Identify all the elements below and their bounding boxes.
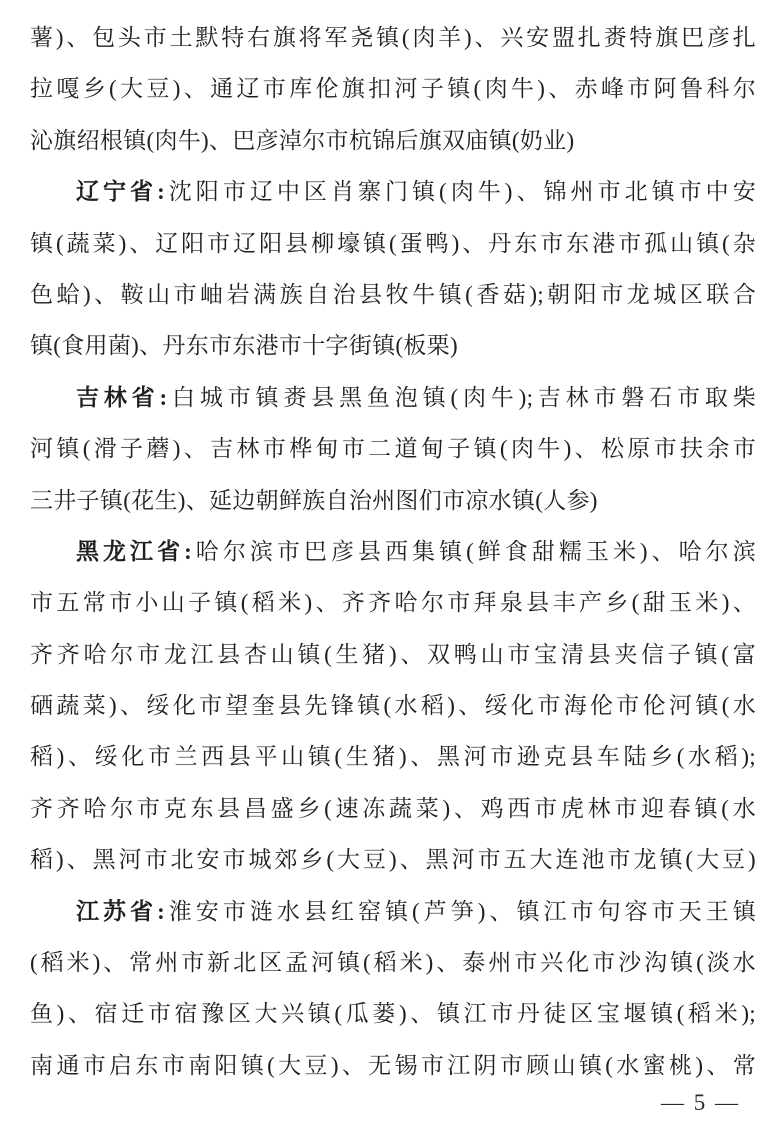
line-text: 淮安市涟水县红窑镇(芦笋)、镇江市句容市天王镇 <box>165 898 757 924</box>
text-line <box>30 423 756 474</box>
line-text: 薯)、包头市土默特右旗将军尧镇(肉羊)、兴安盟扎赉特旗巴彦扎 <box>30 25 756 50</box>
line-text: 哈尔滨市巴彦县西集镇(鲜食甜糯玉米)、哈尔滨 <box>192 538 756 564</box>
text-line <box>30 680 756 731</box>
line-text: 镇(蔬菜)、辽阳市辽阳县柳壕镇(蛋鸭)、丹东市东港市孤山镇(杂 <box>30 230 756 256</box>
text-line <box>30 731 756 782</box>
text-line <box>30 12 756 63</box>
text-line <box>30 937 756 988</box>
text-line <box>30 1040 756 1091</box>
line-text: 市五常市小山子镇(稻米)、齐齐哈尔市拜泉县丰产乡(甜玉米)、 <box>30 590 756 616</box>
line-text: 南通市启东市南阳镇(大豆)、无锡市江阴市顾山镇(水蜜桃)、常 <box>30 1052 756 1078</box>
text-lines <box>30 12 756 1091</box>
province-label: 辽宁省: <box>76 179 166 205</box>
line-text: 白城市镇赉县黑鱼泡镇(肉牛);吉林市磐石市取柴 <box>167 384 757 410</box>
line-text: 河镇(滑子蘑)、吉林市桦甸市二道甸子镇(肉牛)、松原市扶余市 <box>30 436 756 462</box>
line-text: 沈阳市辽中区肖寨门镇(肉牛)、锦州市北镇市中安 <box>165 179 757 205</box>
line-text: 沁旗绍根镇(肉牛)、巴彦淖尔市杭锦后旗双庙镇(奶业) <box>30 127 575 153</box>
text-line <box>30 166 756 217</box>
text-line <box>30 886 756 937</box>
text-line <box>30 526 756 577</box>
line-text: 三井子镇(花生)、延边朝鲜族自治州图们市凉水镇(人参) <box>30 487 598 513</box>
text-line <box>30 629 756 680</box>
document-page <box>30 12 756 1091</box>
line-text: 鱼)、宿迁市宿豫区大兴镇(瓜蒌)、镇江市丹徒区宝堰镇(稻米); <box>30 1001 756 1027</box>
text-line <box>30 834 756 885</box>
text-line <box>30 475 756 526</box>
line-text: 色蛤)、鞍山市岫岩满族自治县牧牛镇(香菇);朝阳市龙城区联合 <box>30 281 756 307</box>
text-line <box>30 372 756 423</box>
text-line <box>30 577 756 628</box>
line-text: 拉嘎乡(大豆)、通辽市库伦旗扣河子镇(肉牛)、赤峰市阿鲁科尔 <box>30 76 756 102</box>
text-line <box>30 269 756 320</box>
text-line <box>30 115 756 166</box>
line-text: 齐齐哈尔市龙江县杏山镇(生猪)、双鸭山市宝清县夹信子镇(富 <box>30 641 756 667</box>
text-line <box>30 218 756 269</box>
line-text: 稻)、绥化市兰西县平山镇(生猪)、黑河市逊克县车陆乡(水稻); <box>30 744 756 770</box>
text-line <box>30 988 756 1039</box>
line-text: 稻)、黑河市北安市城郊乡(大豆)、黑河市五大连池市龙镇(大豆) <box>30 847 756 873</box>
page-number: — 5 — <box>661 1090 740 1115</box>
line-text: 硒蔬菜)、绥化市望奎县先锋镇(水稻)、绥化市海伦市伦河镇(水 <box>30 693 756 719</box>
province-label: 江苏省: <box>76 898 166 924</box>
province-label: 黑龙江省: <box>76 538 193 564</box>
line-text: 齐齐哈尔市克东县昌盛乡(速冻蔬菜)、鸡西市虎林市迎春镇(水 <box>30 795 756 821</box>
line-text: (稻米)、常州市新北区孟河镇(稻米)、泰州市兴化市沙沟镇(淡水 <box>30 950 756 976</box>
line-text: 镇(食用菌)、丹东市东港市十字街镇(板栗) <box>30 333 458 359</box>
text-line <box>30 783 756 834</box>
text-line <box>30 320 756 371</box>
text-line <box>30 63 756 114</box>
province-label: 吉林省: <box>76 384 168 410</box>
